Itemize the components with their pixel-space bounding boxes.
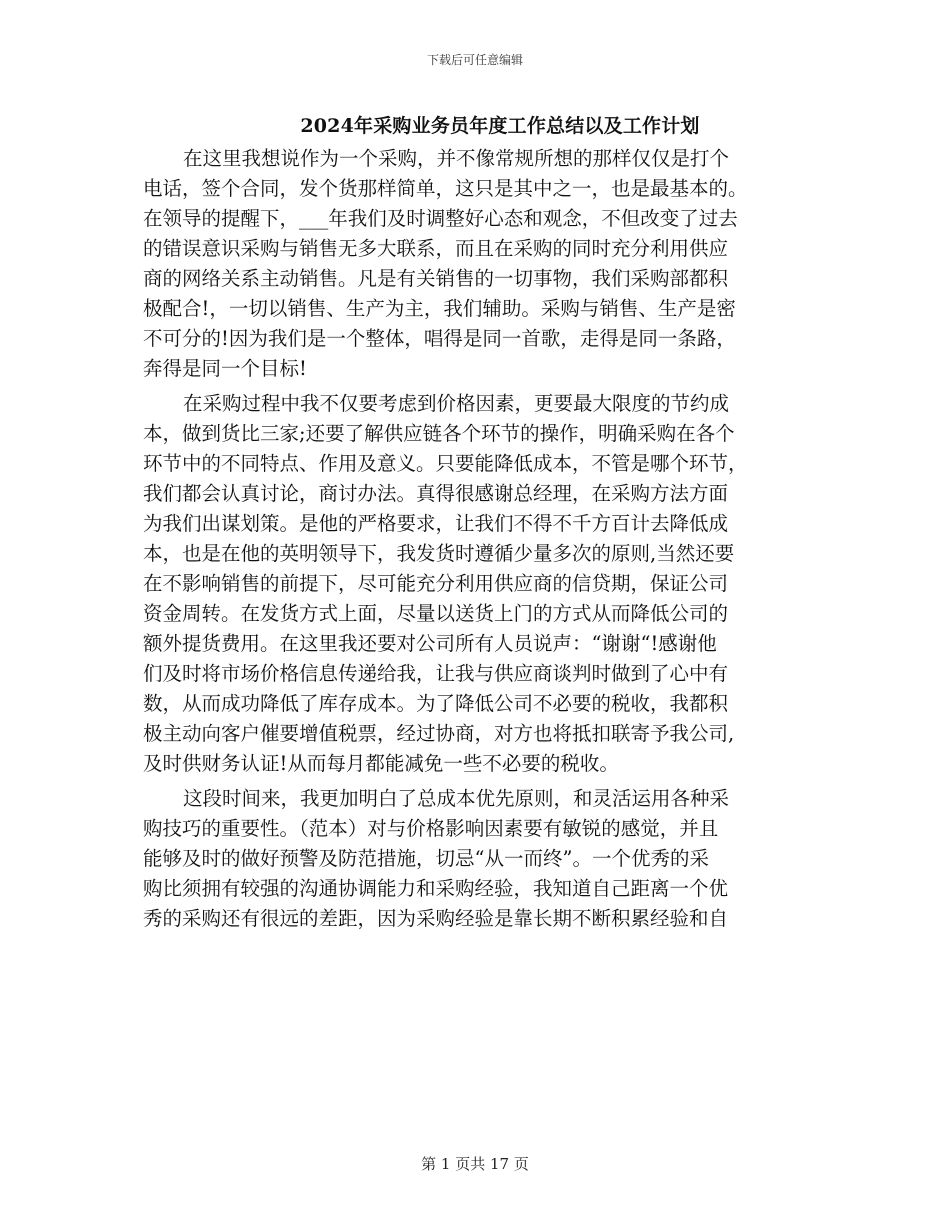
paragraph <box>143 784 807 934</box>
text-line: 极配合!，一切以销售、生产为主，我们辅助。采购与销售、生产是密 <box>143 297 736 320</box>
text-line: 电话，签个合同，发个货那样简单，这只是其中之一，也是最基本的。 <box>143 177 748 200</box>
text-line: 在采购过程中我不仅要考虑到价格因素，更要最大限度的节约成 <box>183 392 730 415</box>
paragraph <box>143 389 807 779</box>
text-line: 本，也是在他的英明领导下，我发货时遵循少量多次的原则,当然还要 <box>143 542 735 565</box>
paragraph <box>143 144 807 384</box>
text-line: 们及时将市场价格信息传递给我，让我与供应商谈判时做到了心中有 <box>143 662 729 685</box>
text-line: 资金周转。在发货方式上面，尽量以送货上门的方式从而降低公司的 <box>143 602 729 625</box>
text-line: 奔得是同一个目标! <box>143 357 307 380</box>
text-line: 在不影响销售的前提下，尽可能充分利用供应商的信贷期，保证公司 <box>143 572 729 595</box>
text-line: 这段时间来，我更加明白了总成本优先原则，和灵活运用各种采 <box>183 787 730 810</box>
text-line: 能够及时的做好预警及防范措施，切忌“从一而终”。一个优秀的采 <box>143 847 709 870</box>
header-note: 下载后可任意编辑 <box>426 53 523 67</box>
text-line: 额外提货费用。在这里我还要对公司所有人员说声：“谢谢“!感谢他 <box>143 632 717 655</box>
document-title: 2024年采购业务员年度工作总结以及工作计划 <box>300 115 700 137</box>
text-line: 为我们出谋划策。是他的严格要求，让我们不得不千方百计去降低成 <box>143 512 729 535</box>
text-line: 不可分的!因为我们是一个整体，唱得是同一首歌，走得是同一条路， <box>143 327 736 350</box>
text-line: 我们都会认真讨论，商讨办法。真得很感谢总经理，在采购方法方面 <box>143 482 729 505</box>
text-line: 本，做到货比三家;还要了解供应链各个环节的操作，明确采购在各个 <box>143 422 735 445</box>
text-line: 秀的采购还有很远的差距，因为采购经验是靠长期不断积累经验和自 <box>143 907 729 930</box>
text-line: 商的网络关系主动销售。凡是有关销售的一切事物，我们采购部都积 <box>143 267 729 290</box>
page-footer: 第 1 页共 17 页 <box>421 1155 529 1173</box>
text-line: 购比须拥有较强的沟通协调能力和采购经验，我知道自己距离一个优 <box>143 877 729 900</box>
document-body <box>143 144 807 939</box>
text-line: 极主动向客户催要增值税票，经过协商，对方也将抵扣联寄予我公司, <box>143 722 735 745</box>
text-line: 在领导的提醒下，___年我们及时调整好心态和观念，不但改变了过去 <box>143 207 738 230</box>
text-line: 在这里我想说作为一个采购，并不像常规所想的那样仅仅是打个 <box>183 147 730 170</box>
text-line: 环节中的不同特点、作用及意义。只要能降低成本，不管是哪个环节， <box>143 452 748 475</box>
text-line: 购技巧的重要性。（范本）对与价格影响因素要有敏锐的感觉，并且 <box>143 817 719 840</box>
text-line: 及时供财务认证!从而每月都能减免一些不必要的税收。 <box>143 752 619 775</box>
text-line: 数，从而成功降低了库存成本。为了降低公司不必要的税收，我都积 <box>143 692 729 715</box>
text-line: 的错误意识采购与销售无多大联系，而且在采购的同时充分利用供应 <box>143 237 729 260</box>
